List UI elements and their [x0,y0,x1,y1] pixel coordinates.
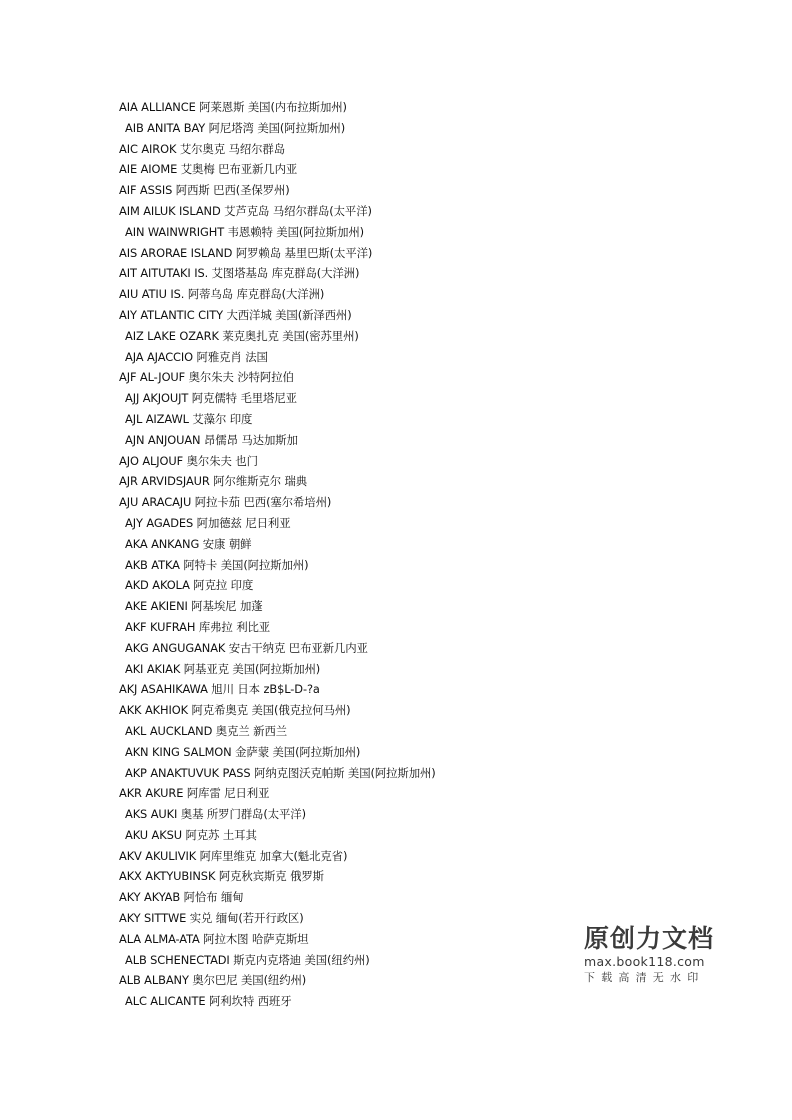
list-item: AIT AITUTAKI IS. 艾图塔基岛 库克群岛(大洋洲) [119,266,360,281]
list-item: AKS AUKI 奥基 所罗门群岛(太平洋) [125,807,306,822]
list-item: AIM AILUK ISLAND 艾芦克岛 马绍尔群岛(太平洋) [119,203,372,218]
list-item: AIA ALLIANCE 阿莱恩斯 美国(内布拉斯加州) [119,100,347,114]
list-item: AKU AKSU 阿克苏 土耳其 [125,827,257,842]
list-item: AIN WAINWRIGHT 韦恩赖特 美国(阿拉斯加州) [125,224,365,239]
list-item: AKG ANGUGANAK 安古干纳克 巴布亚新几内亚 [125,640,368,655]
list-item: AIE AIOME 艾奥梅 巴布亚新几内亚 [119,162,298,177]
list-item: AIB ANITA BAY 阿尼塔湾 美国(阿拉斯加州) [125,120,346,135]
list-item: AKL AUCKLAND 奥克兰 新西兰 [125,723,288,738]
list-item: AIY ATLANTIC CITY 大西洋城 美国(新泽西州) [119,307,352,322]
list-item: AKA ANKANG 安康 朝鲜 [125,536,252,551]
list-item: AJA AJACCIO 阿雅克肖 法国 [125,349,268,364]
list-item: AKK AKHIOK 阿克希奥克 美国(俄克拉何马州) [119,703,351,718]
list-item: ALA ALMA-ATA 阿拉木图 哈萨克斯坦 [119,931,309,946]
watermark-title: 原创力文档 [584,924,715,953]
list-item: AJL AIZAWL 艾藻尔 印度 [125,411,253,426]
list-item: AIU ATIU IS. 阿蒂乌岛 库克群岛(大洋洲) [119,287,325,302]
list-item: AJO ALJOUF 奥尔朱夫 也门 [119,453,258,468]
list-item: ALB ALBANY 奥尔巴尼 美国(纽约州) [119,973,307,988]
list-item: AKY SITTWE 实兑 缅甸(若开行政区) [119,911,304,926]
list-item: ALC ALICANTE 阿利坎特 西班牙 [125,994,292,1009]
list-item: AKB ATKA 阿特卡 美国(阿拉斯加州) [125,557,309,572]
list-item: AKJ ASAHIKAWA 旭川 日本 zB$L-D-?a [119,682,320,697]
list-item: AJN ANJOUAN 昂儒昂 马达加斯加 [125,432,298,447]
list-item: AJU ARACAJU 阿拉卡茄 巴西(塞尔希培州) [119,495,332,510]
airport-code-list [119,97,679,1012]
list-item: AJF AL-JOUF 奥尔朱夫 沙特阿拉伯 [119,370,294,385]
watermark-subtitle: 下载高清无水印 [584,971,705,984]
list-item: AKP ANAKTUVUK PASS 阿纳克图沃克帕斯 美国(阿拉斯加州) [125,765,436,780]
list-item: AKI AKIAK 阿基亚克 美国(阿拉斯加州) [125,661,321,676]
list-item: AJR ARVIDSJAUR 阿尔维斯克尔 瑞典 [119,474,308,489]
list-item: AKN KING SALMON 金萨蒙 美国(阿拉斯加州) [125,744,361,759]
list-item: AKD AKOLA 阿克拉 印度 [125,578,254,593]
list-item: AIC AIROK 艾尔奥克 马绍尔群岛 [119,141,285,156]
watermark-logo [584,924,714,986]
list-item: AKR AKURE 阿库雷 尼日利亚 [119,786,270,801]
list-item: AIF ASSIS 阿西斯 巴西(圣保罗州) [119,183,290,198]
list-item: AJJ AKJOUJT 阿克儒特 毛里塔尼亚 [125,391,297,406]
watermark-url: max.book118.com [584,954,705,969]
list-item: AIZ LAKE OZARK 莱克奥扎克 美国(密苏里州) [125,328,359,343]
list-item: AKV AKULIVIK 阿库里维克 加拿大(魁北克省) [119,848,348,863]
list-item: AKY AKYAB 阿恰布 缅甸 [119,890,244,905]
list-item: AJY AGADES 阿加德兹 尼日利亚 [125,515,291,530]
list-item: AKE AKIENI 阿基埃尼 加蓬 [125,599,263,614]
list-item: AKX AKTYUBINSK 阿克秋宾斯克 俄罗斯 [119,869,324,884]
list-item: ALB SCHENECTADI 斯克内克塔迪 美国(纽约州) [125,952,370,967]
list-item: AIS ARORAE ISLAND 阿罗赖岛 基里巴斯(太平洋) [119,245,373,260]
list-item: AKF KUFRAH 库弗拉 利比亚 [125,619,271,634]
